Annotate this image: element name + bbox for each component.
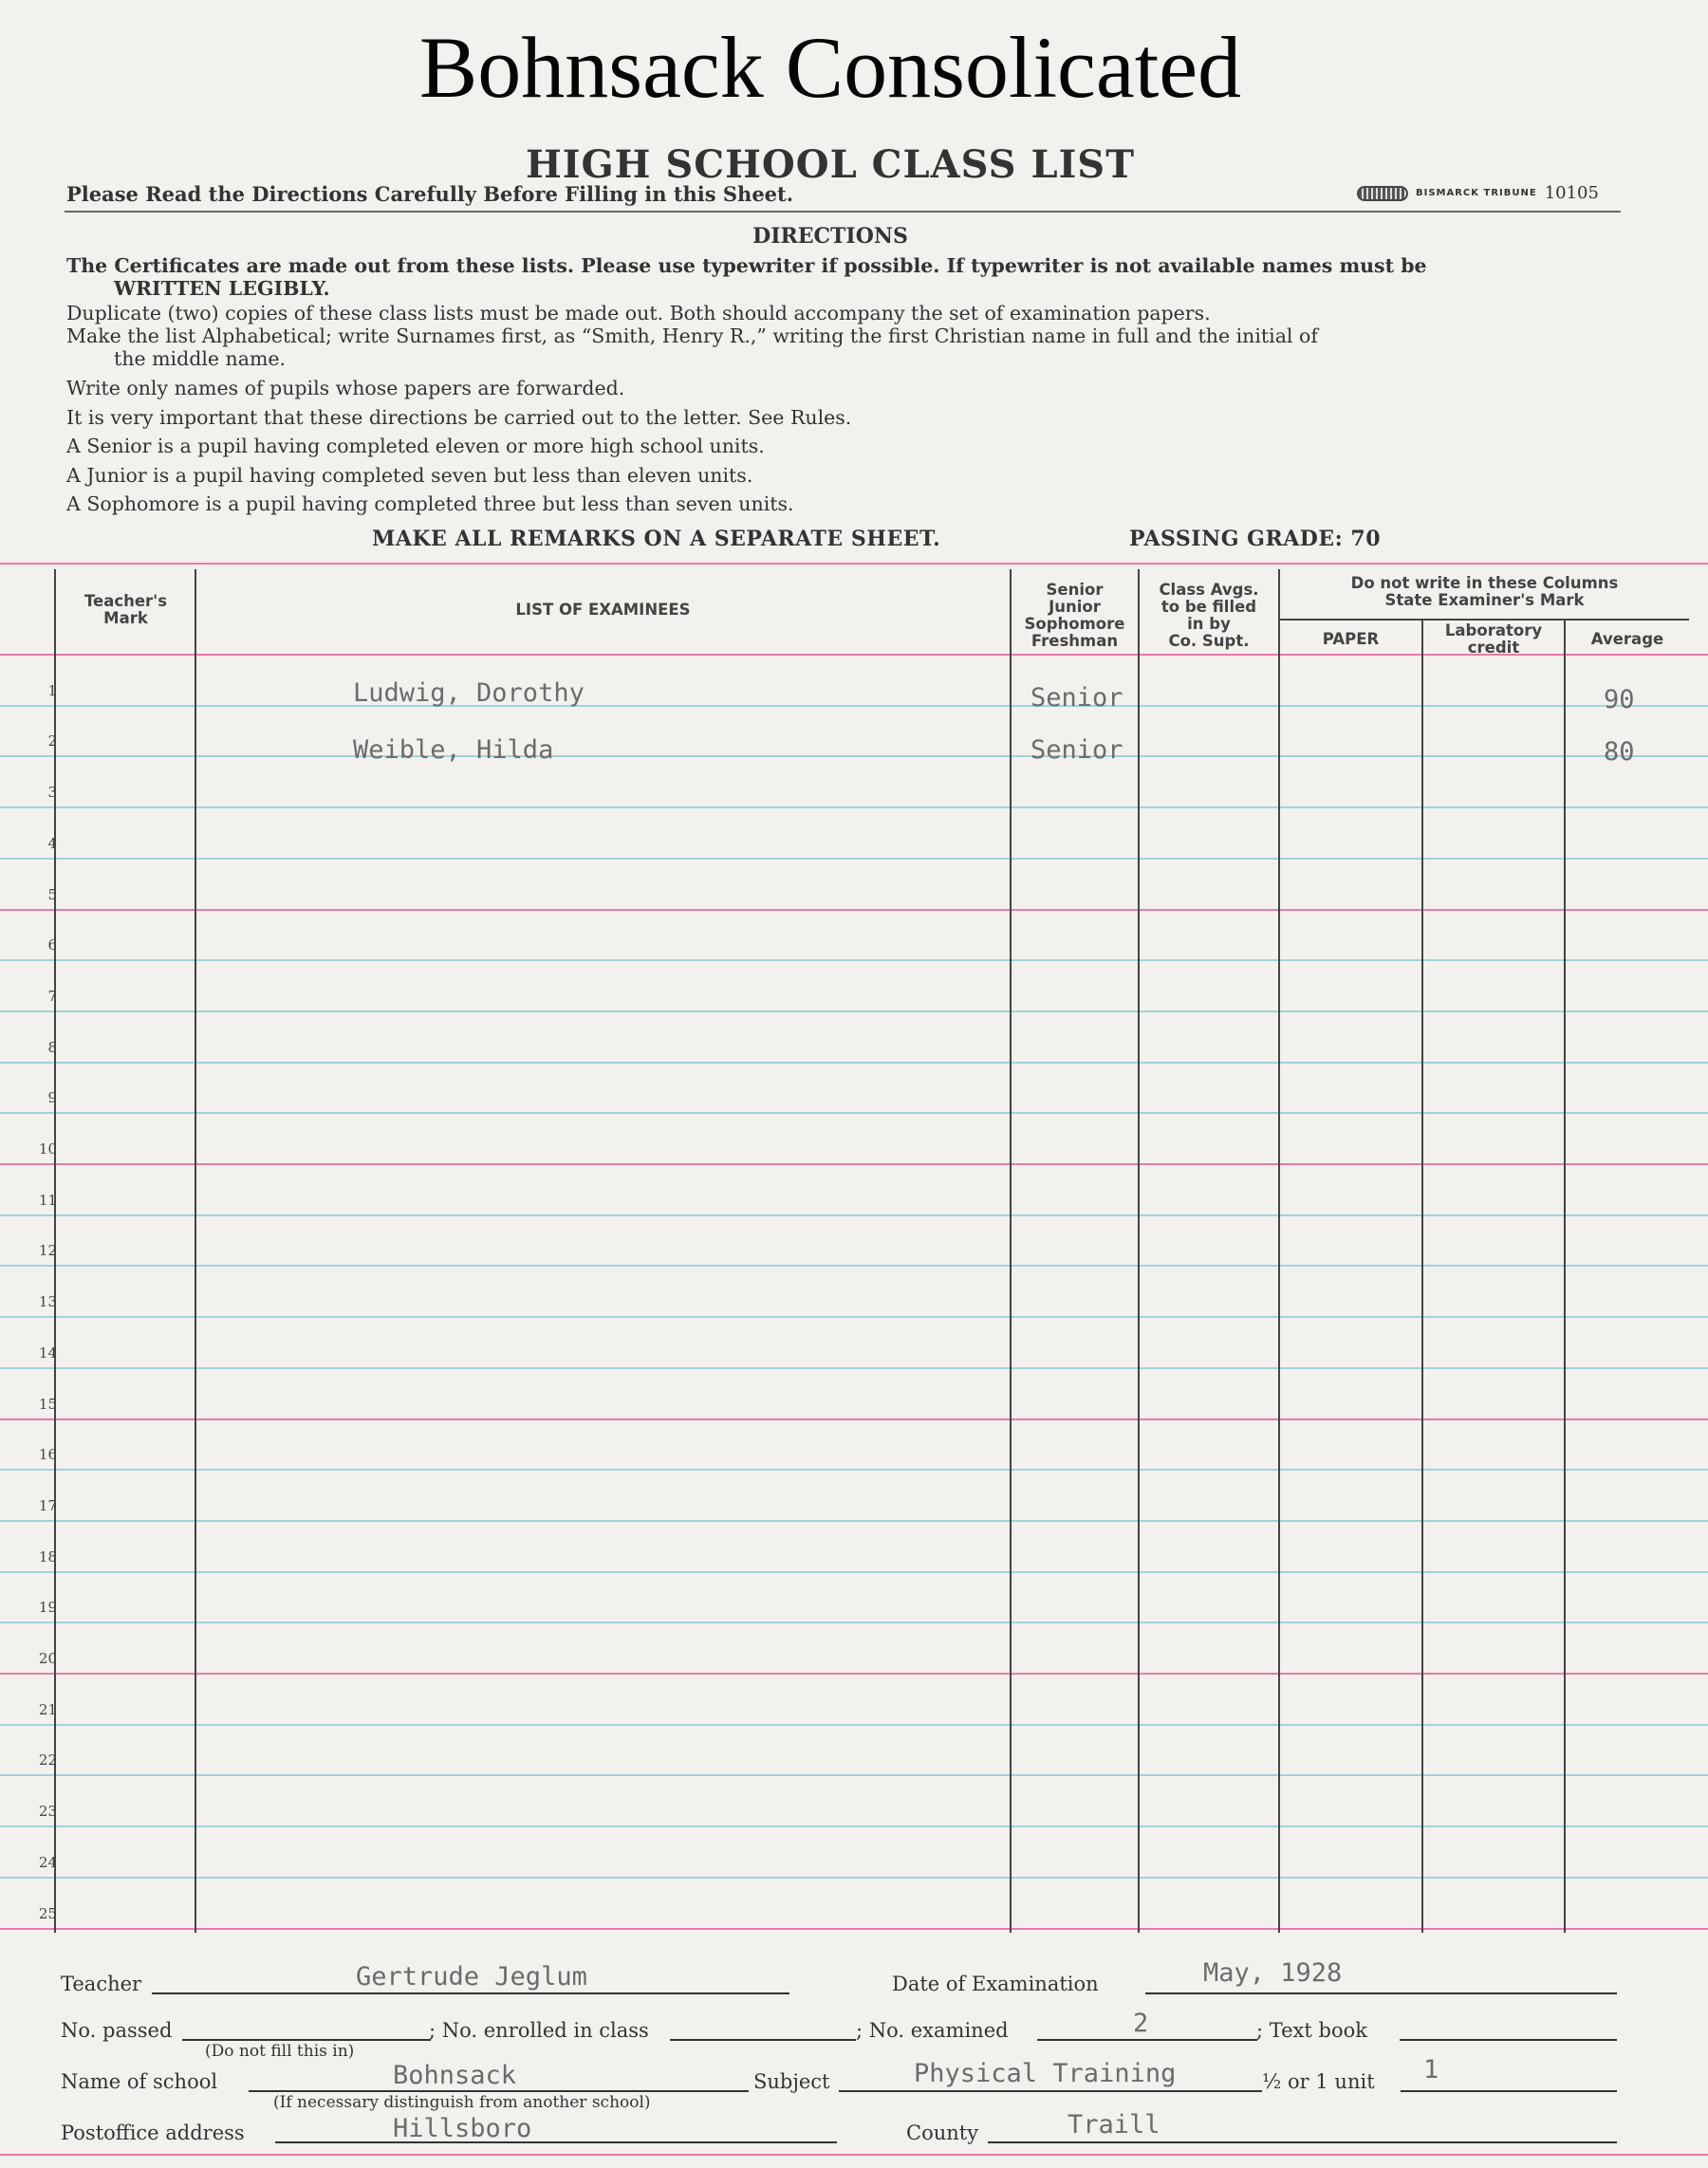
textbook-line bbox=[1400, 2039, 1617, 2041]
row-number: 16 bbox=[38, 1446, 57, 1463]
postoffice-value: Hillsboro bbox=[393, 2114, 532, 2143]
handwritten-school-title: Bohnsack Consolicated bbox=[418, 19, 1242, 116]
col-class-avgs: Class Avgs. to be filled in by Co. Supt. bbox=[1159, 581, 1259, 650]
header-rule bbox=[65, 211, 1621, 213]
row-rule bbox=[0, 1774, 1708, 1776]
row-rule bbox=[0, 1621, 1708, 1623]
unit-line bbox=[1401, 2090, 1617, 2092]
row-rule bbox=[0, 1673, 1708, 1675]
row-number: 5 bbox=[47, 886, 57, 903]
subject-label: Subject bbox=[753, 2070, 830, 2093]
row-number: 9 bbox=[47, 1089, 57, 1106]
remarks-note: MAKE ALL REMARKS ON A SEPARATE SHEET. bbox=[372, 527, 941, 551]
printer-mark bbox=[1357, 183, 1599, 203]
column-divider bbox=[1278, 569, 1280, 1933]
row-number: 20 bbox=[38, 1650, 57, 1667]
examinee-name: Weible, Hilda bbox=[353, 735, 554, 765]
unit-label: ½ or 1 unit bbox=[1262, 2070, 1375, 2093]
postoffice-label: Postoffice address bbox=[61, 2122, 245, 2144]
direction-forwarded: Write only names of pupils whose papers are forwarded. bbox=[66, 377, 625, 399]
row-number: 6 bbox=[47, 936, 57, 954]
passing-grade: PASSING GRADE: 70 bbox=[1129, 527, 1382, 551]
col-lab-credit: Laboratory credit bbox=[1444, 621, 1543, 657]
row-rule bbox=[0, 1418, 1708, 1420]
row-number: 14 bbox=[38, 1344, 57, 1362]
direction-duplicate: Duplicate (two) copies of these class lists must be made out. Both should accompany the set of examination papers. bbox=[66, 302, 1211, 324]
col-average: Average bbox=[1590, 630, 1664, 648]
county-value: Traill bbox=[1068, 2110, 1160, 2140]
bottom-rule bbox=[0, 2154, 1708, 2156]
row-rule bbox=[0, 1062, 1708, 1064]
school-note: (If necessary distinguish from another school) bbox=[273, 2093, 651, 2112]
row-rule bbox=[0, 1214, 1708, 1216]
column-divider bbox=[1010, 569, 1012, 1933]
row-rule bbox=[0, 1010, 1708, 1012]
row-rule bbox=[0, 705, 1708, 707]
examinee-class: Senior bbox=[1030, 683, 1123, 713]
row-rule bbox=[0, 1571, 1708, 1573]
examined-line bbox=[1037, 2039, 1257, 2041]
row-rule bbox=[0, 1520, 1708, 1522]
teacher-value: Gertrude Jeglum bbox=[356, 1962, 587, 1992]
row-rule bbox=[0, 1367, 1708, 1369]
direction-certificates bbox=[66, 254, 1623, 300]
direction-text: the middle name. bbox=[114, 347, 287, 370]
row-number: 25 bbox=[38, 1905, 57, 1922]
form-title: HIGH SCHOOL CLASS LIST bbox=[526, 142, 1135, 187]
row-rule bbox=[0, 959, 1708, 961]
passed-label: No. passed bbox=[61, 2019, 173, 2042]
direction-junior: A Junior is a pupil having completed seven but less than eleven units. bbox=[66, 464, 753, 487]
row-rule bbox=[0, 909, 1708, 911]
direction-sophomore: A Sophomore is a pupil having completed three but less than seven units. bbox=[66, 492, 794, 515]
state-header-divider bbox=[1278, 619, 1689, 621]
enrolled-label: ; No. enrolled in class bbox=[429, 2019, 649, 2042]
row-rule bbox=[0, 1163, 1708, 1165]
col-teachers-mark: Teacher's Mark bbox=[84, 592, 168, 627]
row-number: 11 bbox=[38, 1192, 57, 1209]
direction-senior: A Senior is a pupil having completed eleven or more high school units. bbox=[66, 435, 765, 457]
school-value: Bohnsack bbox=[393, 2061, 517, 2090]
row-number: 1 bbox=[47, 682, 57, 699]
row-rule bbox=[0, 806, 1708, 808]
row-rule bbox=[0, 1469, 1708, 1471]
postoffice-line bbox=[275, 2141, 837, 2143]
row-rule bbox=[0, 1112, 1708, 1114]
row-number: 24 bbox=[38, 1854, 57, 1871]
direction-text: The Certificates are made out from these lists. Please use typewriter if possible. If typewriter is not available names must be bbox=[66, 254, 1427, 277]
county-line bbox=[988, 2141, 1617, 2143]
row-number: 18 bbox=[38, 1548, 57, 1566]
examinee-average: 90 bbox=[1604, 685, 1635, 714]
row-number: 21 bbox=[38, 1701, 57, 1718]
row-number: 22 bbox=[38, 1751, 57, 1769]
examined-value: 2 bbox=[1133, 2009, 1149, 2038]
passed-note: (Do not fill this in) bbox=[205, 2042, 355, 2061]
row-number: 19 bbox=[38, 1599, 57, 1616]
printer-name: BISMARCK TRIBUNE bbox=[1416, 188, 1537, 198]
school-label: Name of school bbox=[61, 2070, 218, 2093]
row-number: 4 bbox=[47, 835, 57, 852]
row-number: 13 bbox=[38, 1293, 57, 1310]
date-label: Date of Examination bbox=[892, 1973, 1099, 1995]
examinee-average: 80 bbox=[1604, 737, 1635, 767]
column-divider bbox=[1421, 620, 1423, 1933]
row-rule bbox=[0, 1265, 1708, 1267]
row-rule bbox=[0, 1825, 1708, 1827]
teacher-line bbox=[152, 1992, 789, 1994]
row-number: 3 bbox=[47, 784, 57, 801]
direction-alphabetical bbox=[66, 324, 1623, 370]
row-rule bbox=[0, 858, 1708, 860]
printer-logo-icon bbox=[1357, 186, 1408, 201]
col-class: Senior Junior Sophomore Freshman bbox=[1024, 581, 1125, 650]
col-examinees: LIST OF EXAMINEES bbox=[515, 601, 691, 619]
column-divider bbox=[1138, 569, 1140, 1933]
row-rule bbox=[0, 1724, 1708, 1726]
passed-line bbox=[182, 2039, 431, 2041]
county-label: County bbox=[906, 2122, 979, 2144]
subject-value: Physical Training bbox=[914, 2059, 1177, 2088]
row-number: 23 bbox=[38, 1803, 57, 1820]
direction-text: WRITTEN LEGIBLY. bbox=[114, 277, 330, 300]
column-divider bbox=[195, 569, 196, 1933]
row-rule bbox=[0, 1928, 1708, 1930]
col-paper: PAPER bbox=[1322, 630, 1380, 648]
date-value: May, 1928 bbox=[1203, 1958, 1343, 1988]
directions-heading: DIRECTIONS bbox=[752, 224, 908, 249]
examinee-name: Ludwig, Dorothy bbox=[353, 678, 585, 708]
row-number: 10 bbox=[38, 1140, 57, 1158]
row-number: 17 bbox=[38, 1497, 57, 1514]
form-number: 10105 bbox=[1544, 183, 1599, 203]
row-number: 15 bbox=[38, 1396, 57, 1413]
row-rule bbox=[0, 755, 1708, 757]
examined-label: ; No. examined bbox=[856, 2019, 1009, 2042]
enrolled-line bbox=[670, 2039, 856, 2041]
table-top-rule bbox=[0, 563, 1708, 565]
unit-value: 1 bbox=[1423, 2055, 1439, 2085]
subject-line bbox=[839, 2090, 1262, 2092]
column-divider bbox=[1564, 620, 1566, 1933]
row-number: 2 bbox=[47, 732, 57, 750]
row-number: 12 bbox=[38, 1242, 57, 1259]
read-directions-note: Please Read the Directions Carefully Before Filling in this Sheet. bbox=[66, 182, 794, 206]
col-state-examiner: Do not write in these Columns State Examiner's Mark bbox=[1350, 574, 1619, 609]
row-rule bbox=[0, 1316, 1708, 1318]
direction-text: Make the list Alphabetical; write Surnames first, as “Smith, Henry R.,” writing the first Christian name in full and the initial of bbox=[66, 324, 1318, 347]
row-rule bbox=[0, 1877, 1708, 1879]
examinee-class: Senior bbox=[1030, 735, 1123, 765]
direction-important: It is very important that these directions be carried out to the letter. See Rules. bbox=[66, 406, 852, 429]
row-number: 8 bbox=[47, 1039, 57, 1056]
school-line bbox=[249, 2090, 749, 2092]
date-line bbox=[1145, 1992, 1617, 1994]
row-number: 7 bbox=[47, 988, 57, 1005]
textbook-label: ; Text book bbox=[1256, 2019, 1367, 2042]
teacher-label: Teacher bbox=[61, 1973, 142, 1995]
